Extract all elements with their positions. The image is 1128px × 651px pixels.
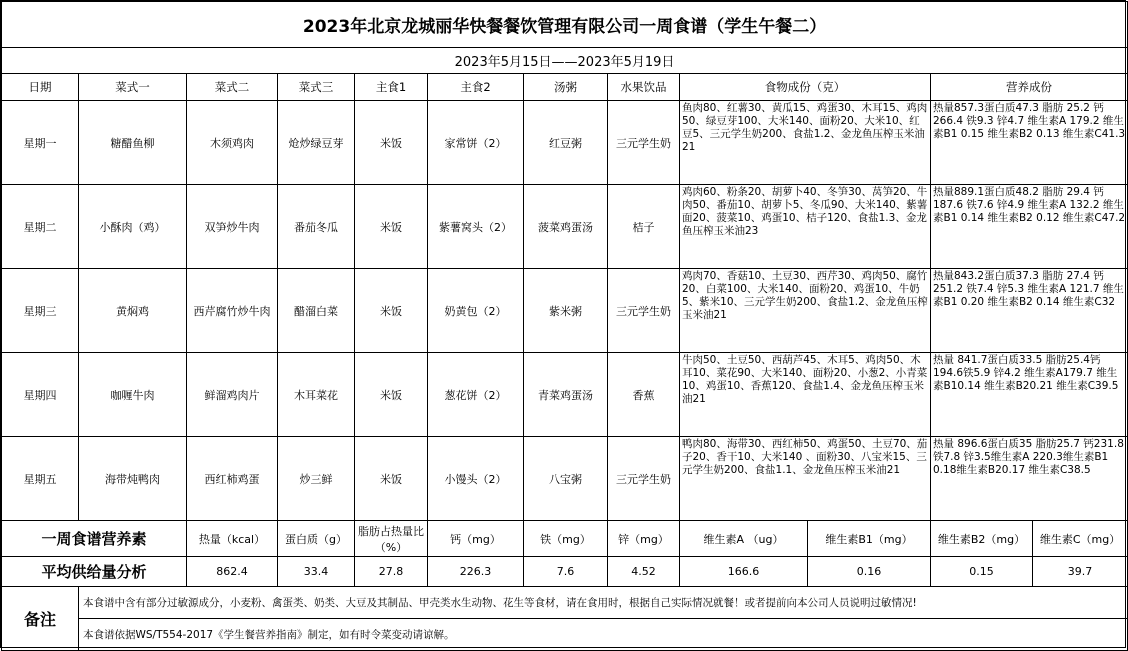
nutrient-value: 27.8 bbox=[355, 557, 428, 587]
average-supply-label: 平均供给量分析 bbox=[2, 557, 187, 587]
staple1-cell: 米饭 bbox=[355, 101, 428, 185]
header-staple1: 主食1 bbox=[355, 74, 428, 101]
notes-label: 备注 bbox=[2, 587, 79, 651]
staple1-cell: 米饭 bbox=[355, 437, 428, 521]
weekly-menu-table bbox=[1, 1, 1128, 651]
header-row bbox=[2, 74, 1128, 101]
table-row bbox=[2, 437, 1128, 521]
staple2-cell: 小馒头（2） bbox=[428, 437, 524, 521]
fruit-cell: 三元学生奶 bbox=[608, 101, 680, 185]
food-composition-cell: 鸭肉80、海带30、西红柿50、鸡蛋50、土豆70、茄子20、香干10、大米140 、面粉30、八宝米15、三元学生奶200、食盐1.1、金龙鱼压榨玉米油21 bbox=[680, 437, 931, 521]
nutrition-cell: 热量843.2蛋白质37.3 脂肪 27.4 钙 251.2 铁7.4 锌5.3 维生素A 121.7 维生素B1 0.20 维生素B2 0.14 维生素C32 bbox=[931, 269, 1128, 353]
header-dish3: 菜式三 bbox=[278, 74, 355, 101]
soup-cell: 紫米粥 bbox=[524, 269, 608, 353]
table-row bbox=[2, 269, 1128, 353]
dish1-cell: 黄焖鸡 bbox=[79, 269, 187, 353]
nutrient-value: 166.6 bbox=[680, 557, 808, 587]
nutrient-header: 热量（kcal） bbox=[187, 521, 278, 557]
dish2-cell: 鲜溜鸡肉片 bbox=[187, 353, 278, 437]
menu-title: 2023年北京龙城丽华快餐餐饮管理有限公司一周食谱（学生午餐二） bbox=[2, 2, 1128, 48]
header-staple2: 主食2 bbox=[428, 74, 524, 101]
nutrient-header: 锌（mg） bbox=[608, 521, 680, 557]
dish3-cell: 醋溜白菜 bbox=[278, 269, 355, 353]
table-row bbox=[2, 185, 1128, 269]
nutrition-cell: 热量889.1蛋白质48.2 脂肪 29.4 钙 187.6 铁7.6 锌4.9 维生素A 132.2 维生素B1 0.14 维生素B2 0.12 维生素C47.2 bbox=[931, 185, 1128, 269]
soup-cell: 菠菜鸡蛋汤 bbox=[524, 185, 608, 269]
nutrition-cell: 热量 896.6蛋白质35 脂肪25.7 钙231.8铁7.8 锌3.5维生素A 220.3维生素B1 0.18维生素B20.17 维生素C38.5 bbox=[931, 437, 1128, 521]
nutrient-value: 226.3 bbox=[428, 557, 524, 587]
header-food-composition: 食物成份（克） bbox=[680, 74, 931, 101]
dish3-cell: 木耳菜花 bbox=[278, 353, 355, 437]
nutrient-header: 维生素B1（mg） bbox=[808, 521, 931, 557]
nutrient-value: 0.15 bbox=[931, 557, 1033, 587]
header-fruit: 水果饮品 bbox=[608, 74, 680, 101]
dish2-cell: 西芹腐竹炒牛肉 bbox=[187, 269, 278, 353]
notes-row bbox=[2, 619, 1128, 651]
dish3-cell: 炝炒绿豆芽 bbox=[278, 101, 355, 185]
header-dish1: 菜式一 bbox=[79, 74, 187, 101]
nutrient-value: 7.6 bbox=[524, 557, 608, 587]
nutrient-header: 维生素C（mg） bbox=[1033, 521, 1128, 557]
staple1-cell: 米饭 bbox=[355, 269, 428, 353]
food-composition-cell: 鸡肉70、香菇10、土豆30、西芹30、鸡肉50、腐竹20、白菜100、大米140、面粉20、鸡蛋10、牛奶5、紫米10、三元学生奶200、食盐1.2、金龙鱼压榨玉米油21 bbox=[680, 269, 931, 353]
table-row bbox=[2, 101, 1128, 185]
header-date: 日期 bbox=[2, 74, 79, 101]
food-composition-cell: 鱼肉80、红薯30、黄瓜15、鸡蛋30、木耳15、鸡肉50、绿豆芽100、大米140、面粉20、大米10、红豆5、三元学生奶200、食盐1.2、金龙鱼压榨玉米油21 bbox=[680, 101, 931, 185]
dish2-cell: 木须鸡肉 bbox=[187, 101, 278, 185]
staple1-cell: 米饭 bbox=[355, 353, 428, 437]
soup-cell: 八宝粥 bbox=[524, 437, 608, 521]
notes-row bbox=[2, 587, 1128, 619]
dish2-cell: 西红柿鸡蛋 bbox=[187, 437, 278, 521]
nutrient-value: 4.52 bbox=[608, 557, 680, 587]
dish1-cell: 海带炖鸭肉 bbox=[79, 437, 187, 521]
nutrient-header: 铁（mg） bbox=[524, 521, 608, 557]
dish2-cell: 双笋炒牛肉 bbox=[187, 185, 278, 269]
food-composition-cell: 鸡肉60、粉条20、胡萝卜40、冬笋30、莴笋20、牛肉50、番茄10、胡萝卜5、冬瓜90、大米140、紫薯面20、菠菜10、鸡蛋10、桔子120、食盐1.3、金龙鱼压榨玉米油23 bbox=[680, 185, 931, 269]
weekly-nutrient-values-row bbox=[2, 557, 1128, 587]
food-composition-cell: 牛肉50、土豆50、西葫芦45、木耳5、鸡肉50、木耳10、菜花90、大米140、面粉20、小葱2、小青菜10、鸡蛋10、香蕉120、食盐1.4、金龙鱼压榨玉米油21 bbox=[680, 353, 931, 437]
guideline-note: 本食谱依据WS/T554-2017《学生餐营养指南》制定，如有时令菜变动请谅解。 bbox=[79, 619, 1128, 651]
nutrient-header: 脂肪占热量比（%） bbox=[355, 521, 428, 557]
day-cell: 星期四 bbox=[2, 353, 79, 437]
dish1-cell: 小酥肉（鸡） bbox=[79, 185, 187, 269]
nutrition-cell: 热量857.3蛋白质47.3 脂肪 25.2 钙 266.4 铁9.3 锌4.7 维生素A 179.2 维生素B1 0.15 维生素B2 0.13 维生素C41.3 bbox=[931, 101, 1128, 185]
nutrient-value: 862.4 bbox=[187, 557, 278, 587]
soup-cell: 青菜鸡蛋汤 bbox=[524, 353, 608, 437]
allergen-note: 本食谱中含有部分过敏源成分，小麦粉、禽蛋类、奶类、大豆及其制品、甲壳类水生动物、花生等食材，请在食用时，根据自己实际情况就餐！或者提前向本公司人员说明过敏情况! bbox=[79, 587, 1128, 619]
staple1-cell: 米饭 bbox=[355, 185, 428, 269]
fruit-cell: 三元学生奶 bbox=[608, 437, 680, 521]
dish3-cell: 炒三鲜 bbox=[278, 437, 355, 521]
header-soup: 汤粥 bbox=[524, 74, 608, 101]
soup-cell: 红豆粥 bbox=[524, 101, 608, 185]
dish3-cell: 番茄冬瓜 bbox=[278, 185, 355, 269]
fruit-cell: 三元学生奶 bbox=[608, 269, 680, 353]
nutrient-value: 39.7 bbox=[1033, 557, 1128, 587]
nutrition-cell: 热量 841.7蛋白质33.5 脂肪25.4钙194.6铁5.9 锌4.2 维生素A179.7 维生素B10.14 维生素B20.21 维生素C39.5 bbox=[931, 353, 1128, 437]
day-cell: 星期一 bbox=[2, 101, 79, 185]
fruit-cell: 香蕉 bbox=[608, 353, 680, 437]
weekly-nutrient-header-row bbox=[2, 521, 1128, 557]
nutrient-header: 维生素A （ug） bbox=[680, 521, 808, 557]
nutrient-value: 33.4 bbox=[278, 557, 355, 587]
nutrient-header: 钙（mg） bbox=[428, 521, 524, 557]
day-cell: 星期二 bbox=[2, 185, 79, 269]
header-dish2: 菜式二 bbox=[187, 74, 278, 101]
day-cell: 星期三 bbox=[2, 269, 79, 353]
dish1-cell: 咖喱牛肉 bbox=[79, 353, 187, 437]
date-range: 2023年5月15日——2023年5月19日 bbox=[2, 48, 1128, 74]
nutrient-value: 0.16 bbox=[808, 557, 931, 587]
table-row bbox=[2, 353, 1128, 437]
day-cell: 星期五 bbox=[2, 437, 79, 521]
nutrient-header: 蛋白质（g） bbox=[278, 521, 355, 557]
staple2-cell: 奶黄包（2） bbox=[428, 269, 524, 353]
fruit-cell: 桔子 bbox=[608, 185, 680, 269]
nutrient-header: 维生素B2（mg） bbox=[931, 521, 1033, 557]
staple2-cell: 家常饼（2） bbox=[428, 101, 524, 185]
header-nutrition: 营养成份 bbox=[931, 74, 1128, 101]
staple2-cell: 紫薯窝头（2） bbox=[428, 185, 524, 269]
weekly-nutrients-label: 一周食谱营养素 bbox=[2, 521, 187, 557]
staple2-cell: 葱花饼（2） bbox=[428, 353, 524, 437]
dish1-cell: 糖醋鱼柳 bbox=[79, 101, 187, 185]
